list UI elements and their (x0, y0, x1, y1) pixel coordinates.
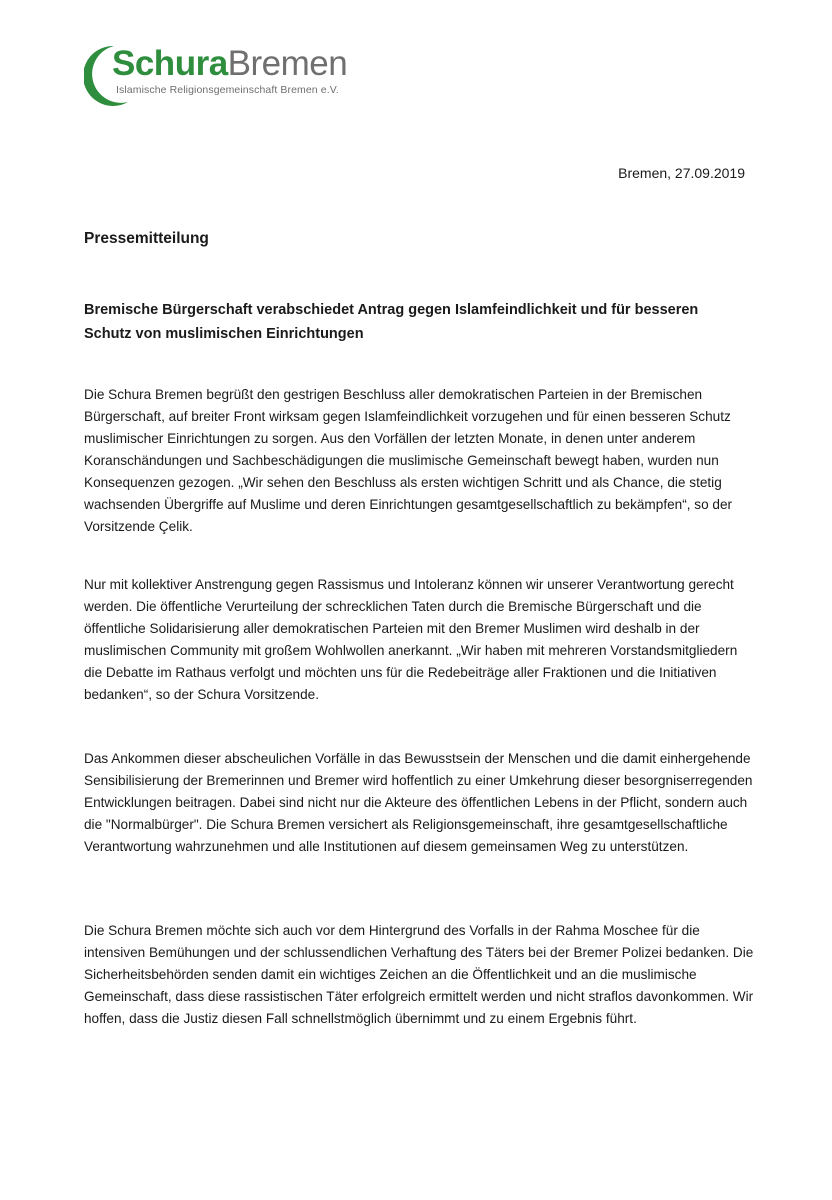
document-label: Pressemitteilung (84, 230, 209, 247)
paragraph-1: Die Schura Bremen begrüßt den gestrigen Beschluss aller demokratischen Parteien in der Bremischen Bürgerschaft, auf breiter Front wirksam gegen Islamfeindlichkeit vorzugehen und für einen besseren Schutz muslimischer Einrichtungen zu sorgen. Aus den Vorfällen der letzten Monate, in denen unter anderem Koranschändungen und Sachbeschädigungen die muslimische Gemeinschaft bewegt haben, wurden nun Konsequenzen gezogen. „Wir sehen den Beschluss als ersten wichtigen Schritt und als Chance, die stetig wachsenden Übergriffe auf Muslime und deren Einrichtungen gesamtgesellschaftlich zu bekämpfen“, so der Vorsitzende Çelik. (84, 387, 733, 534)
logo-subtitle: Islamische Religionsgemeinschaft Bremen e.V. (116, 84, 339, 96)
logo-wordmark (112, 44, 347, 84)
headline: Bremische Bürgerschaft verabschiedet Antrag gegen Islamfeindlichkeit und für besseren Schutz von muslimischen Einrichtungen (84, 302, 699, 342)
logo (84, 40, 348, 110)
document-date: Bremen, 27.09.2019 (618, 165, 745, 181)
paragraph-3: Das Ankommen dieser abscheulichen Vorfälle in das Bewusstsein der Menschen und die damit einhergehende Sensibilisierung der Bremerinnen und Bremer wird hoffentlich zu einer Umkehrung dieser besorgniserregenden Entwicklungen beitragen. Dabei sind nicht nur die Akteure des öffentlichen Lebens in der Pflicht, sondern auch die "Normalbürger". Die Schura Bremen versichert als Religionsgemeinschaft, ihre gesamtgesellschaftliche Verantwortung wahrzunehmen und alle Institutionen auf diesem gemeinsamen Weg zu unterstützen. (84, 751, 753, 854)
paragraph-2: Nur mit kollektiver Anstrengung gegen Rassismus und Intoleranz können wir unserer Verantwortung gerecht werden. Die öffentliche Verurteilung der schrecklichen Taten durch die Bremische Bürgerschaft und die öffentliche Solidarisierung aller demokratischen Parteien mit den Bremer Muslimen wird deshalb in der muslimischen Community mit großem Wohlwollen anerkannt. „Wir haben mit mehreren Vorstandsmitgliedern die Debatte im Rathaus verfolgt und möchten uns für die Redebeiträge aller Fraktionen und die Initiativen bedanken“, so der Schura Vorsitzende. (84, 577, 738, 702)
logo-word-regular: Bremen (227, 44, 348, 83)
paragraph-4: Die Schura Bremen möchte sich auch vor dem Hintergrund des Vorfalls in der Rahma Moschee für die intensiven Bemühungen und der schlussendlichen Verhaftung des Täters bei der Bremer Polizei bedanken. Die Sicherheitsbehörden senden damit ein wichtiges Zeichen an die Öffentlichkeit und an die muslimische Gemeinschaft, dass diese rassistischen Täter erfolgreich ermittelt werden und nicht straflos davonkommen. Wir hoffen, dass die Justiz diesen Fall schnellstmöglich übernimmt und zu einem Ergebnis führt. (84, 923, 754, 1026)
logo-word-bold: Schura (112, 44, 228, 83)
